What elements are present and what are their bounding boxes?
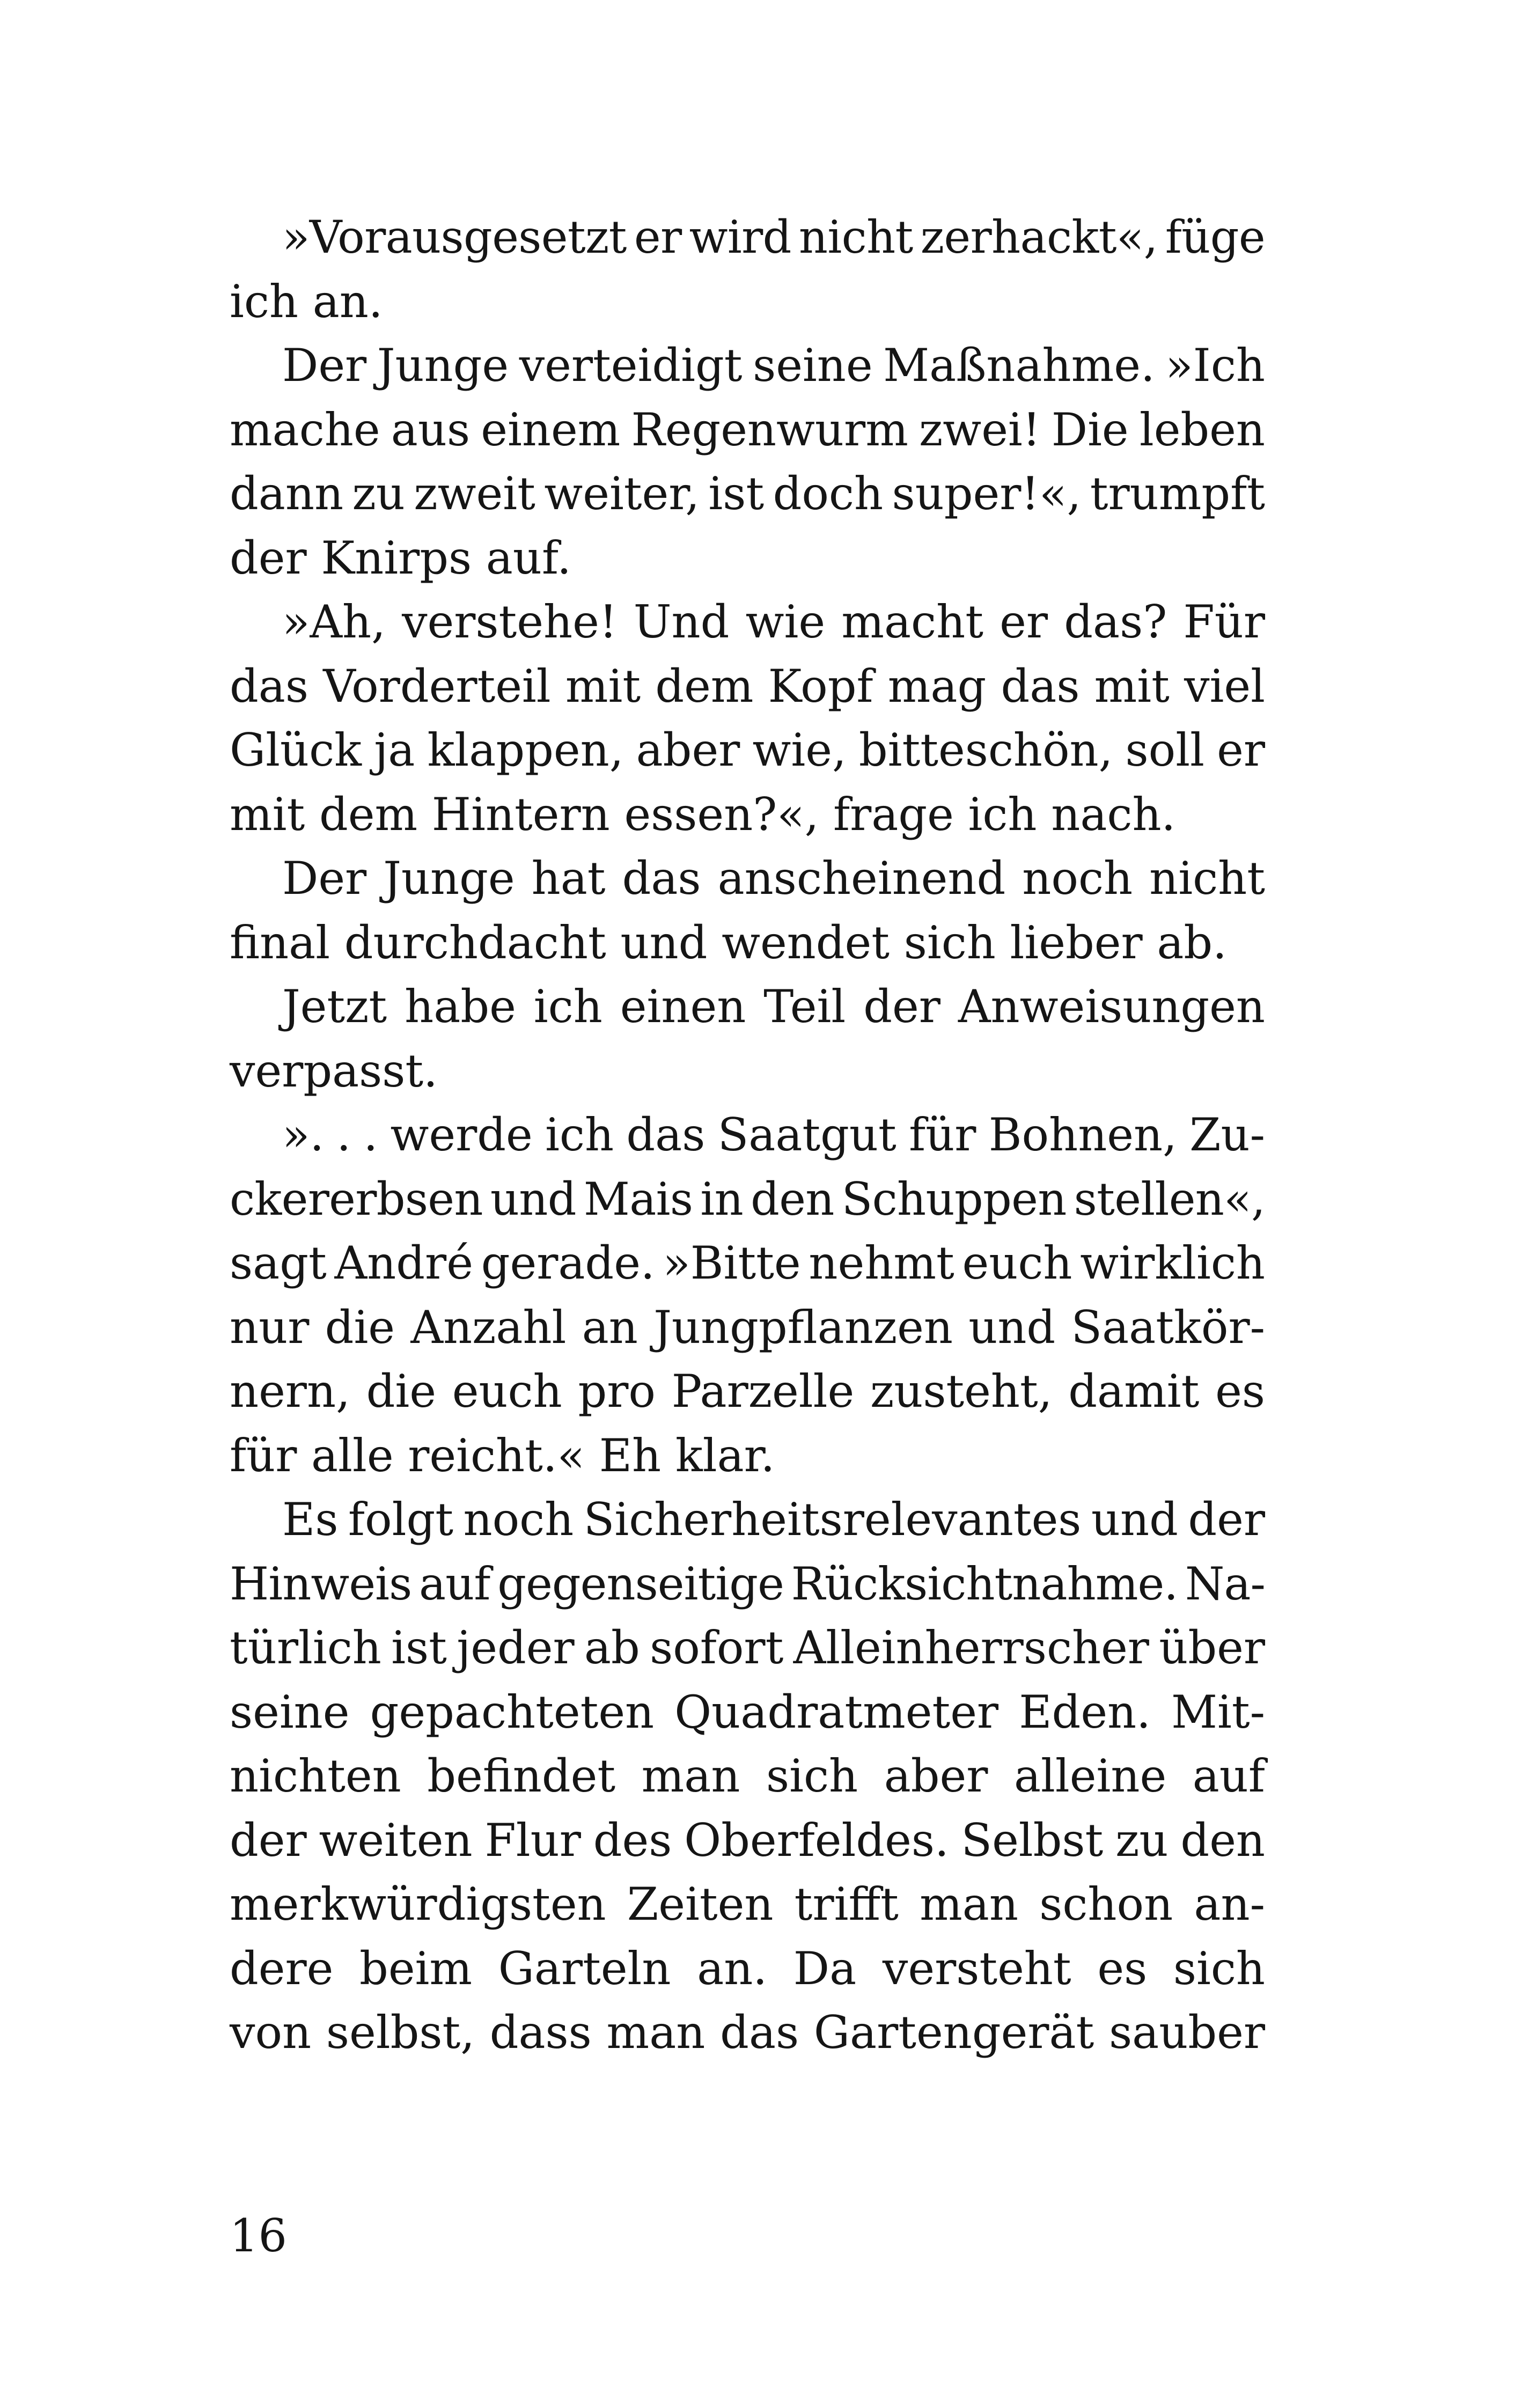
text-line: merkwürdigsten Zeiten trifft man schon an-: [230, 1878, 1265, 1930]
text-line: ckererbsen und Mais in den Schuppen stellen«,: [230, 1172, 1265, 1225]
text-line: nichten befindet man sich aber alleine auf: [230, 1750, 1265, 1802]
text-line: final durchdacht und wendet sich lieber ab.: [230, 916, 1227, 969]
text-line: »Vorausgesetzt er wird nicht zerhackt«, füge: [282, 211, 1265, 263]
text-line: verpasst.: [230, 1044, 438, 1097]
text-line: das Vorderteil mit dem Kopf mag das mit viel: [230, 659, 1265, 713]
text-line: mit dem Hintern essen?«, frage ich nach.: [230, 788, 1176, 841]
text-line: Hinweis auf gegenseitige Rücksichtnahme. Na-: [230, 1557, 1265, 1610]
text-line: dann zu zweit weiter, ist doch super!«, trumpft: [230, 467, 1265, 520]
text-line: Es folgt noch Sicherheitsrelevantes und der: [282, 1493, 1265, 1546]
text-line: für alle reicht.« Eh klar.: [230, 1429, 775, 1482]
text-line: dere beim Garteln an. Da versteht es sich: [230, 1942, 1265, 1995]
text-line: Der Junge verteidigt seine Maßnahme. »Ich: [282, 339, 1265, 392]
text-line: von selbst, dass man das Gartengerät sauber: [230, 2006, 1265, 2059]
text-line: der weiten Flur des Oberfeldes. Selbst zu den: [230, 1814, 1265, 1867]
text-line: nur die Anzahl an Jungpflanzen und Saatkör-: [230, 1301, 1265, 1354]
text-line: sagt André gerade. »Bitte nehmt euch wirklich: [230, 1237, 1265, 1289]
text-line: mache aus einem Regenwurm zwei! Die leben: [230, 403, 1265, 456]
body-text: [230, 205, 1265, 2065]
text-line: Der Junge hat das anscheinend noch nicht: [282, 852, 1265, 905]
text-line: türlich ist jeder ab sofort Alleinherrscher über: [230, 1621, 1265, 1674]
text-line: seine gepachteten Quadratmeter Eden. Mit-: [230, 1685, 1265, 1738]
text-line: Jetzt habe ich einen Teil der Anweisungen: [282, 980, 1265, 1033]
text-line: Glück ja klappen, aber wie, bitteschön, soll er: [230, 724, 1265, 776]
text-line: nern, die euch pro Parzelle zusteht, damit es: [230, 1365, 1265, 1418]
text-line: ich an.: [230, 275, 383, 328]
text-line: ». . . werde ich das Saatgut für Bohnen, Zu-: [282, 1108, 1265, 1161]
text-line: »Ah, verstehe! Und wie macht er das? Für: [282, 596, 1265, 648]
page-number: 16: [230, 2209, 287, 2262]
text-line: der Knirps auf.: [230, 531, 571, 584]
